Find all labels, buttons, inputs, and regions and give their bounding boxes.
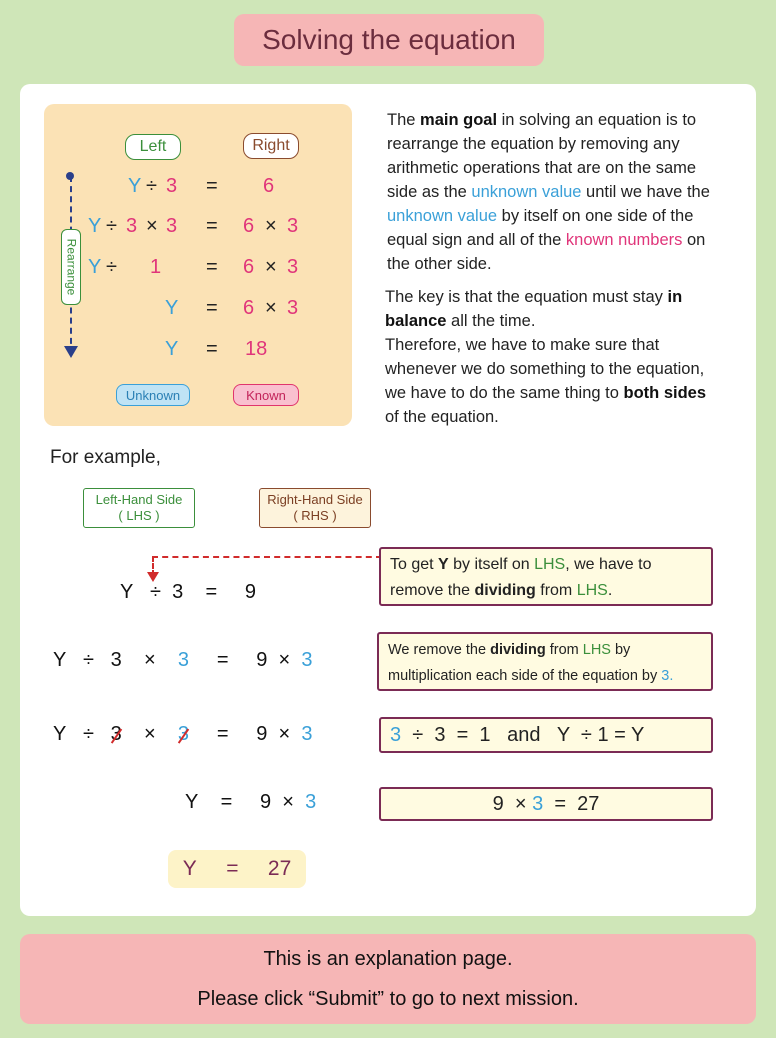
diagram-row2-op2: × <box>146 215 158 237</box>
diagram-row3-op: ÷ <box>106 256 117 278</box>
diagram-row4-r1: 6 <box>243 297 255 319</box>
diagram-row2-r3: 3 <box>287 215 299 237</box>
left-label: Left <box>125 134 181 160</box>
unknown-pill: Unknown <box>116 384 190 406</box>
final-answer <box>168 850 306 888</box>
rhs-label-line2: ( RHS ) <box>293 508 337 523</box>
diagram-row2-num2: 3 <box>166 215 178 237</box>
diagram-row3-y: Y <box>88 256 102 278</box>
note-cancel-result: 3 ÷ 3 = 1 and Y ÷ 1 = Y <box>379 717 713 753</box>
explanation-paragraph-2: The key is that the equation must stay in balance all the time. <box>385 288 683 330</box>
diagram-row3-r3: 3 <box>287 256 299 278</box>
page-title: Solving the equation <box>234 14 544 66</box>
note-get-y-by-itself: To get Y by itself on LHS, we have to remove the dividing from LHS. <box>379 547 713 606</box>
diagram-row3-r2: × <box>265 256 277 278</box>
lhs-label-line1: Left-Hand Side <box>95 492 183 507</box>
diagram-row4-equals: = <box>206 297 218 319</box>
diagram-row3-equals: = <box>206 256 218 278</box>
example-heading: For example, <box>50 447 161 468</box>
footer-line-2: Please click “Submit” to go to next mission. <box>197 988 579 1010</box>
diagram-row1-num: 3 <box>166 175 178 197</box>
final-answer-value: 27 <box>267 857 292 880</box>
diagram-row2-y: Y <box>88 215 102 237</box>
lhs-label-box <box>83 488 195 528</box>
diagram-row3-num: 1 <box>150 256 162 278</box>
final-answer-y: Y <box>182 857 197 880</box>
diagram-row2-op1: ÷ <box>106 215 117 237</box>
right-label: Right <box>243 133 299 159</box>
diagram-row4-r3: 3 <box>287 297 299 319</box>
step4-equation: Y = 9 × 3 <box>185 791 317 813</box>
diagram-row1-y: Y <box>128 175 142 197</box>
note-remove-dividing: We remove the dividing from LHS by multiplication each side of the equation by 3. <box>377 632 713 691</box>
rearrange-text: Rearrange <box>64 238 79 296</box>
rhs-label-box <box>259 488 371 528</box>
note-multiply-result: 9 × 3 = 27 <box>379 787 713 821</box>
arrow-down-icon <box>64 346 78 358</box>
diagram-row4-y: Y <box>165 297 179 319</box>
diagram-row4-r2: × <box>265 297 277 319</box>
diagram-row5-equals: = <box>206 338 218 360</box>
final-answer-equals: = <box>226 857 239 880</box>
explanation-paragraph-1: The main goal in solving an equation is to rearrange the equation by removing any arithmetic operations that are on the same side as the unknown value until we have the unknown value by itself on one side of the equal sign and all of the known numbers on the other side. <box>387 111 710 273</box>
diagram-row3-r1: 6 <box>243 256 255 278</box>
diagram-row2-r2: × <box>265 215 277 237</box>
step3-equation: Y ÷ 3 × 3 = 9 × 3 <box>53 723 313 745</box>
explanation-paragraph-3: Therefore, we have to make sure that whenever we do something to the equation, we have to do the same thing to both sides of the equation. <box>385 336 707 426</box>
diagram-row1-right: 6 <box>263 175 275 197</box>
diagram-row5-r1: 18 <box>245 338 268 360</box>
diagram-row2-equals: = <box>206 215 218 237</box>
step2-equation: Y ÷ 3 × 3 = 9 × 3 <box>53 649 313 671</box>
diagram-row2-r1: 6 <box>243 215 255 237</box>
footer-line-1: This is an explanation page. <box>263 948 513 970</box>
diagram-row2-num1: 3 <box>126 215 138 237</box>
footer-instructions <box>20 934 756 1024</box>
diagram-row1-op: ÷ <box>146 175 157 197</box>
known-pill: Known <box>233 384 299 406</box>
lhs-label-line2: ( LHS ) <box>118 508 160 523</box>
rearrange-label <box>61 229 81 305</box>
rhs-label-line1: Right-Hand Side <box>267 492 363 507</box>
pointer-dashed-line <box>152 556 382 558</box>
diagram-row1-equals: = <box>206 175 218 197</box>
step1-equation: Y ÷ 3 = 9 <box>120 581 257 603</box>
diagram-row5-y: Y <box>165 338 179 360</box>
